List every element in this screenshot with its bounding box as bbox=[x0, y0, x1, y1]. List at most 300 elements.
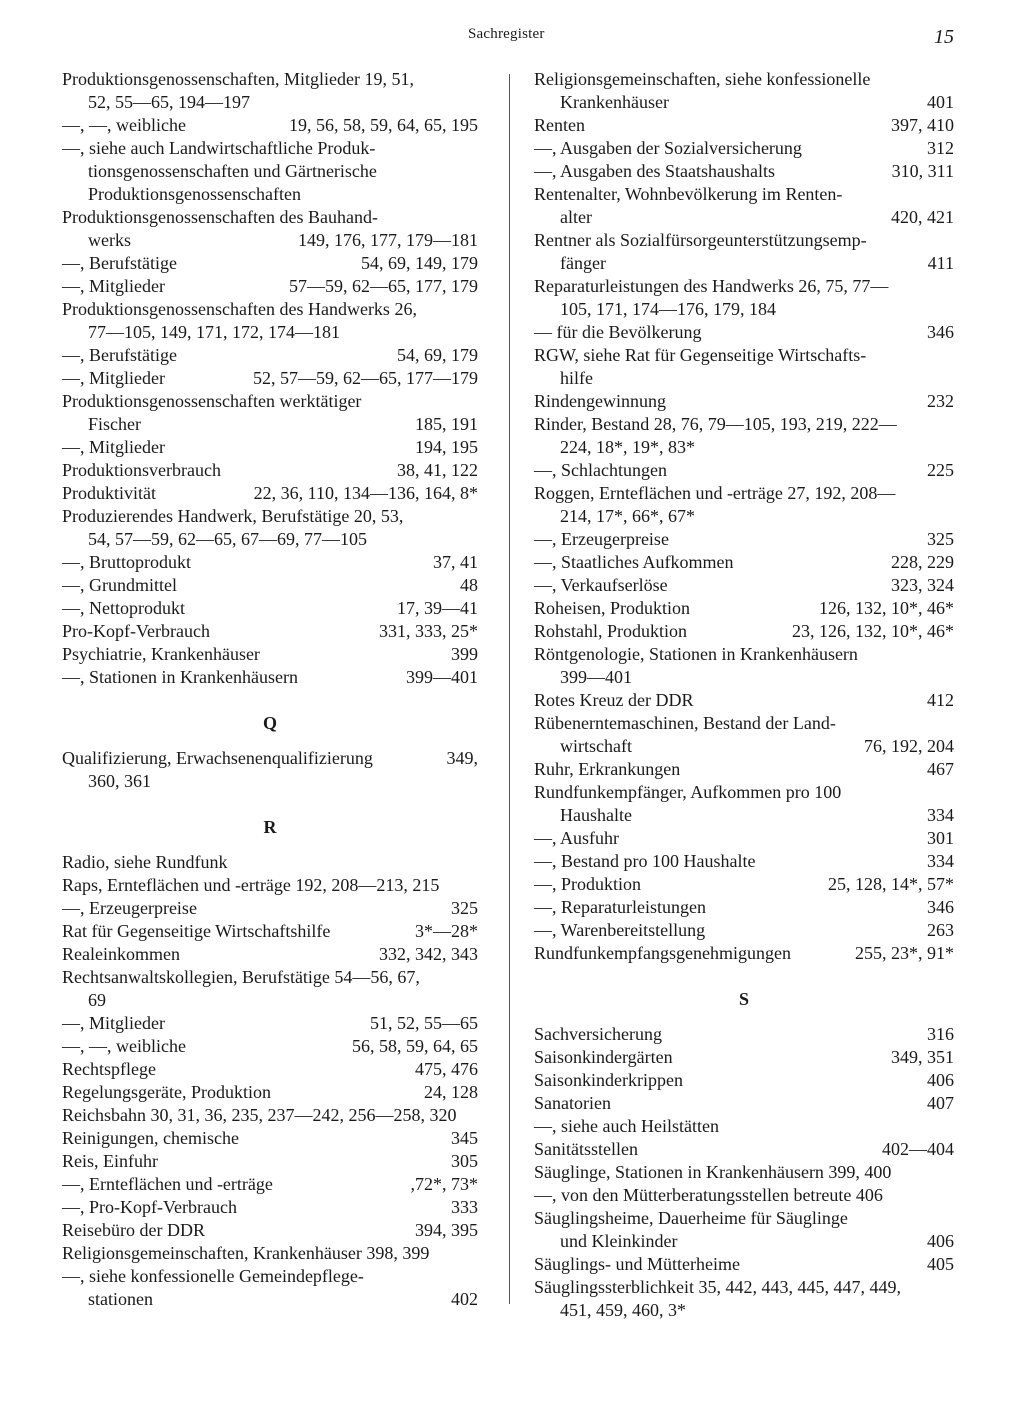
entry-text: —, Mitglieder bbox=[62, 1013, 165, 1033]
entry-text: — für die Bevölkerung bbox=[534, 322, 702, 342]
entry-text: Säuglinge, Stationen in Krankenhäusern 399, 400 bbox=[534, 1162, 892, 1182]
index-entry bbox=[534, 1115, 954, 1138]
entry-pages: 305 bbox=[451, 1151, 478, 1171]
entry-text: 451, 459, 460, 3* bbox=[560, 1300, 686, 1320]
entry-text: —, siehe auch Landwirtschaftliche Produk- bbox=[62, 138, 376, 158]
running-title: Sachregister bbox=[468, 26, 545, 42]
entry-text: —, Mitglieder bbox=[62, 437, 165, 457]
index-entry bbox=[62, 1219, 478, 1242]
entry-text: fänger bbox=[560, 253, 606, 273]
entry-text: —, Verkaufserlöse bbox=[534, 575, 668, 595]
entry-text: —, —, weibliche bbox=[62, 1036, 186, 1056]
entry-line bbox=[62, 390, 478, 413]
entry-text: Rotes Kreuz der DDR bbox=[534, 690, 694, 710]
entry-text: 214, 17*, 66*, 67* bbox=[560, 506, 695, 526]
index-entry bbox=[534, 390, 954, 413]
entry-text: Raps, Ernteflächen und -erträge 192, 208—213, 215 bbox=[62, 875, 440, 895]
index-entry bbox=[534, 1046, 954, 1069]
entry-line bbox=[534, 1184, 954, 1207]
entry-pages: 334 bbox=[927, 851, 954, 871]
entry-text: 399—401 bbox=[560, 667, 632, 687]
entry-line bbox=[534, 1046, 954, 1069]
index-entry bbox=[534, 597, 954, 620]
entry-line bbox=[62, 666, 478, 689]
entry-pages: 397, 410 bbox=[891, 115, 954, 135]
entry-text: Produktivität bbox=[62, 483, 156, 503]
entry-pages: 399 bbox=[451, 644, 478, 664]
entry-text: Sanatorien bbox=[534, 1093, 611, 1113]
entry-line bbox=[534, 1253, 954, 1276]
entry-line bbox=[534, 1069, 954, 1092]
index-entry bbox=[62, 966, 478, 1012]
entry-line bbox=[534, 896, 954, 919]
index-entry bbox=[62, 68, 478, 114]
entry-text: hilfe bbox=[560, 368, 593, 388]
entry-pages: 331, 333, 25* bbox=[379, 621, 478, 641]
entry-text: Produktionsgenossenschaften des Bauhand- bbox=[62, 207, 378, 227]
entry-text: —, Schlachtungen bbox=[534, 460, 667, 480]
entry-pages: 316 bbox=[927, 1024, 954, 1044]
entry-line bbox=[62, 989, 478, 1012]
index-entry bbox=[62, 643, 478, 666]
index-entry bbox=[62, 1081, 478, 1104]
entry-line bbox=[62, 229, 478, 252]
entry-line bbox=[534, 183, 954, 206]
entry-text: —, Berufstätige bbox=[62, 253, 177, 273]
entry-pages: 420, 421 bbox=[891, 207, 954, 227]
index-entry bbox=[534, 574, 954, 597]
index-entry bbox=[534, 1069, 954, 1092]
entry-text: Fischer bbox=[88, 414, 141, 434]
entry-line bbox=[534, 873, 954, 896]
entry-text: —, siehe konfessionelle Gemeindepflege- bbox=[62, 1266, 364, 1286]
entry-text: Röntgenologie, Stationen in Krankenhäusern bbox=[534, 644, 858, 664]
entry-text: Säuglings- und Mütterheime bbox=[534, 1254, 740, 1274]
entry-pages: 149, 176, 177, 179—181 bbox=[298, 230, 478, 250]
entry-pages: 17, 39—41 bbox=[397, 598, 478, 618]
entry-line bbox=[62, 68, 478, 91]
section-letter: S bbox=[738, 989, 749, 1009]
entry-text: Ruhr, Erkrankungen bbox=[534, 759, 681, 779]
entry-text: —, Grundmittel bbox=[62, 575, 177, 595]
entry-line bbox=[62, 137, 478, 160]
column-divider bbox=[509, 74, 510, 1304]
index-entry bbox=[62, 874, 478, 897]
entry-pages: 333 bbox=[451, 1197, 478, 1217]
entry-text: Religionsgemeinschaften, siehe konfessionelle bbox=[534, 69, 871, 89]
entry-pages: 323, 324 bbox=[891, 575, 954, 595]
entry-line bbox=[534, 1230, 954, 1253]
entry-text: —, Ausgaben der Sozialversicherung bbox=[534, 138, 802, 158]
entry-line bbox=[62, 1242, 478, 1265]
entry-line bbox=[62, 1127, 478, 1150]
page-number: 15 bbox=[934, 26, 954, 48]
index-entry bbox=[62, 1127, 478, 1150]
entry-line bbox=[534, 804, 954, 827]
index-entry bbox=[534, 919, 954, 942]
index-entry bbox=[62, 459, 478, 482]
entry-line bbox=[62, 160, 478, 183]
entry-text: Reinigungen, chemische bbox=[62, 1128, 239, 1148]
entry-line bbox=[534, 850, 954, 873]
entry-text: Roheisen, Produktion bbox=[534, 598, 690, 618]
index-entry bbox=[534, 1138, 954, 1161]
index-entry bbox=[534, 620, 954, 643]
entry-pages: 346 bbox=[927, 897, 954, 917]
entry-line bbox=[62, 1150, 478, 1173]
entry-line bbox=[62, 770, 478, 793]
entry-line bbox=[534, 1276, 954, 1299]
entry-text: 69 bbox=[88, 990, 106, 1010]
index-entry bbox=[534, 528, 954, 551]
entry-pages: 412 bbox=[927, 690, 954, 710]
entry-line bbox=[62, 298, 478, 321]
entry-line bbox=[62, 943, 478, 966]
entry-line bbox=[534, 252, 954, 275]
entry-text: Reparaturleistungen des Handwerks 26, 75, 77— bbox=[534, 276, 889, 296]
entry-line bbox=[534, 321, 954, 344]
entry-text: Krankenhäuser bbox=[560, 92, 669, 112]
entry-line bbox=[534, 827, 954, 850]
entry-line bbox=[534, 275, 954, 298]
entry-text: Saisonkindergärten bbox=[534, 1047, 673, 1067]
entry-text: —, Staatliches Aufkommen bbox=[534, 552, 734, 572]
entry-text: 52, 55—65, 194—197 bbox=[88, 92, 250, 112]
entry-pages: 402 bbox=[451, 1289, 478, 1309]
entry-line bbox=[534, 528, 954, 551]
entry-pages: 54, 69, 149, 179 bbox=[361, 253, 478, 273]
entry-pages: 232 bbox=[927, 391, 954, 411]
entry-line bbox=[534, 1138, 954, 1161]
entry-text: —, Erzeugerpreise bbox=[534, 529, 669, 549]
entry-text: stationen bbox=[88, 1289, 153, 1309]
index-entry bbox=[62, 206, 478, 252]
entry-text: Rat für Gegenseitige Wirtschaftshilfe bbox=[62, 921, 331, 941]
index-entry bbox=[534, 1092, 954, 1115]
index-entry bbox=[62, 851, 478, 874]
entry-pages: ,72*, 73* bbox=[410, 1174, 478, 1194]
entry-text: —, Mitglieder bbox=[62, 368, 165, 388]
entry-pages: 467 bbox=[927, 759, 954, 779]
index-entry bbox=[62, 1104, 478, 1127]
index-entry bbox=[534, 758, 954, 781]
entry-line bbox=[62, 1219, 478, 1242]
entry-pages: 52, 57—59, 62—65, 177—179 bbox=[253, 368, 478, 388]
entry-line bbox=[534, 666, 954, 689]
entry-line bbox=[534, 620, 954, 643]
entry-line bbox=[62, 747, 478, 770]
index-entry bbox=[534, 229, 954, 275]
entry-line bbox=[534, 1023, 954, 1046]
entry-line bbox=[62, 1035, 478, 1058]
entry-text: Rentenalter, Wohnbevölkerung im Renten- bbox=[534, 184, 843, 204]
entry-pages: 345 bbox=[451, 1128, 478, 1148]
index-entry bbox=[62, 390, 478, 436]
entry-text: —, Nettoprodukt bbox=[62, 598, 185, 618]
entry-text: Produktionsgenossenschaften werktätiger bbox=[62, 391, 362, 411]
entry-line bbox=[62, 1265, 478, 1288]
index-entry bbox=[62, 275, 478, 298]
entry-line bbox=[62, 367, 478, 390]
index-entry bbox=[534, 643, 954, 689]
index-entry bbox=[62, 1012, 478, 1035]
index-entry bbox=[534, 1184, 954, 1207]
index-entry bbox=[62, 1035, 478, 1058]
index-entry bbox=[62, 574, 478, 597]
entry-text: —, Produktion bbox=[534, 874, 642, 894]
index-entry bbox=[534, 1161, 954, 1184]
entry-line bbox=[534, 298, 954, 321]
entry-text: Rentner als Sozialfürsorgeunterstützungsemp- bbox=[534, 230, 867, 250]
entry-text: Reisebüro der DDR bbox=[62, 1220, 205, 1240]
entry-text: RGW, siehe Rat für Gegenseitige Wirtschafts- bbox=[534, 345, 867, 365]
entry-line bbox=[534, 114, 954, 137]
entry-pages: 394, 395 bbox=[415, 1220, 478, 1240]
entry-pages: 405 bbox=[927, 1254, 954, 1274]
entry-text: —, von den Mütterberatungsstellen betreute 406 bbox=[534, 1185, 883, 1205]
entry-line bbox=[534, 781, 954, 804]
entry-pages: 325 bbox=[927, 529, 954, 549]
entry-text: Pro-Kopf-Verbrauch bbox=[62, 621, 210, 641]
entry-pages: 57—59, 62—65, 177, 179 bbox=[289, 276, 478, 296]
entry-line bbox=[534, 712, 954, 735]
entry-text: 105, 171, 174—176, 179, 184 bbox=[560, 299, 776, 319]
entry-line bbox=[62, 183, 478, 206]
index-entry bbox=[62, 482, 478, 505]
entry-line bbox=[62, 505, 478, 528]
entry-line bbox=[62, 114, 478, 137]
entry-pages: 38, 41, 122 bbox=[397, 460, 478, 480]
entry-line bbox=[534, 1092, 954, 1115]
entry-text: Regelungsgeräte, Produktion bbox=[62, 1082, 271, 1102]
entry-text: Rechtsanwaltskollegien, Berufstätige 54—56, 67, bbox=[62, 967, 420, 987]
entry-line bbox=[534, 1207, 954, 1230]
entry-line bbox=[62, 1104, 478, 1127]
entry-line bbox=[62, 528, 478, 551]
entry-line bbox=[62, 874, 478, 897]
entry-pages: 401 bbox=[927, 92, 954, 112]
entry-text: Rechtspflege bbox=[62, 1059, 156, 1079]
entry-text: Produktionsgenossenschaften des Handwerks 26, bbox=[62, 299, 417, 319]
entry-pages: 24, 128 bbox=[424, 1082, 478, 1102]
index-entry bbox=[534, 183, 954, 229]
entry-line bbox=[62, 1012, 478, 1035]
entry-line bbox=[534, 689, 954, 712]
index-entry bbox=[534, 689, 954, 712]
entry-pages: 301 bbox=[927, 828, 954, 848]
index-entry bbox=[62, 298, 478, 344]
entry-text: Rohstahl, Produktion bbox=[534, 621, 688, 641]
entry-pages: 399—401 bbox=[406, 667, 478, 687]
entry-text: Radio, siehe Rundfunk bbox=[62, 852, 228, 872]
entry-text: Realeinkommen bbox=[62, 944, 180, 964]
entry-line bbox=[534, 367, 954, 390]
index-entry bbox=[534, 942, 954, 965]
entry-text: 224, 18*, 19*, 83* bbox=[560, 437, 695, 457]
entry-pages: 349, bbox=[446, 748, 478, 768]
entry-text: —, Bestand pro 100 Haushalte bbox=[534, 851, 756, 871]
index-entry bbox=[534, 850, 954, 873]
entry-text: Säuglingssterblichkeit 35, 442, 443, 445, 447, 449, bbox=[534, 1277, 901, 1297]
entry-line bbox=[534, 459, 954, 482]
entry-text: Haushalte bbox=[560, 805, 632, 825]
entry-text: Reis, Einfuhr bbox=[62, 1151, 158, 1171]
index-entry bbox=[534, 160, 954, 183]
index-entry bbox=[534, 321, 954, 344]
entry-pages: 406 bbox=[927, 1231, 954, 1251]
entry-line bbox=[62, 897, 478, 920]
entry-line bbox=[534, 229, 954, 252]
entry-line bbox=[534, 1161, 954, 1184]
entry-text: —, Warenbereitstellung bbox=[534, 920, 706, 940]
entry-text: —, Pro-Kopf-Verbrauch bbox=[62, 1197, 237, 1217]
index-entry bbox=[62, 943, 478, 966]
index-entry bbox=[62, 505, 478, 551]
entry-line bbox=[534, 1115, 954, 1138]
index-entry bbox=[62, 1150, 478, 1173]
entry-text: Produzierendes Handwerk, Berufstätige 20, 53, bbox=[62, 506, 404, 526]
index-entry bbox=[62, 137, 478, 206]
entry-text: Psychiatrie, Krankenhäuser bbox=[62, 644, 260, 664]
entry-line bbox=[534, 942, 954, 965]
entry-text: Sanitätsstellen bbox=[534, 1139, 638, 1159]
entry-line bbox=[62, 413, 478, 436]
entry-line bbox=[62, 275, 478, 298]
entry-text: —, siehe auch Heilstätten bbox=[534, 1116, 719, 1136]
entry-line bbox=[62, 436, 478, 459]
entry-line bbox=[62, 851, 478, 874]
entry-text: —, Ausfuhr bbox=[534, 828, 619, 848]
entry-line bbox=[62, 91, 478, 114]
entry-pages: 402—404 bbox=[882, 1139, 954, 1159]
entry-line bbox=[534, 643, 954, 666]
entry-text: Sachversicherung bbox=[534, 1024, 662, 1044]
entry-text: Rundfunkempfangsgenehmigungen bbox=[534, 943, 791, 963]
entry-text: —, Stationen in Krankenhäusern bbox=[62, 667, 298, 687]
index-entry bbox=[534, 413, 954, 459]
page-header bbox=[0, 26, 1024, 50]
entry-pages: 126, 132, 10*, 46* bbox=[819, 598, 954, 618]
index-entry bbox=[62, 666, 478, 689]
entry-text: 360, 361 bbox=[88, 771, 151, 791]
index-entry bbox=[534, 873, 954, 896]
entry-text: Qualifizierung, Erwachsenenqualifizierung bbox=[62, 748, 373, 768]
entry-line bbox=[62, 252, 478, 275]
entry-text: Renten bbox=[534, 115, 585, 135]
entry-pages: 407 bbox=[927, 1093, 954, 1113]
entry-text: —, Ausgaben des Staatshaushalts bbox=[534, 161, 775, 181]
entry-line bbox=[534, 505, 954, 528]
entry-pages: 346 bbox=[927, 322, 954, 342]
entry-line bbox=[534, 160, 954, 183]
index-entry bbox=[62, 1173, 478, 1196]
entry-line bbox=[534, 206, 954, 229]
entry-pages: 194, 195 bbox=[415, 437, 478, 457]
index-entry bbox=[534, 482, 954, 528]
entry-line bbox=[534, 758, 954, 781]
entry-pages: 349, 351 bbox=[891, 1047, 954, 1067]
entry-pages: 325 bbox=[451, 898, 478, 918]
index-entry bbox=[534, 1207, 954, 1253]
entry-text: Rundfunkempfänger, Aufkommen pro 100 bbox=[534, 782, 842, 802]
entry-text: Saisonkinderkrippen bbox=[534, 1070, 683, 1090]
entry-line bbox=[62, 643, 478, 666]
entry-line bbox=[534, 574, 954, 597]
index-entry bbox=[534, 781, 954, 827]
entry-pages: 411 bbox=[927, 253, 954, 273]
index-entry bbox=[534, 114, 954, 137]
index-entry bbox=[62, 1196, 478, 1219]
entry-line bbox=[534, 390, 954, 413]
entry-pages: 22, 36, 110, 134—136, 164, 8* bbox=[253, 483, 478, 503]
entry-pages: 406 bbox=[927, 1070, 954, 1090]
entry-text: —, Reparaturleistungen bbox=[534, 897, 706, 917]
entry-line bbox=[534, 91, 954, 114]
entry-text: —, Mitglieder bbox=[62, 276, 165, 296]
entry-text: Produktionsgenossenschaften, Mitglieder 19, 51, bbox=[62, 69, 414, 89]
entry-line bbox=[62, 1058, 478, 1081]
entry-text: Rindengewinnung bbox=[534, 391, 666, 411]
entry-pages: 334 bbox=[927, 805, 954, 825]
entry-line bbox=[62, 1196, 478, 1219]
index-entry bbox=[62, 1058, 478, 1081]
index-entry bbox=[534, 68, 954, 114]
entry-pages: 263 bbox=[927, 920, 954, 940]
index-entry bbox=[62, 747, 478, 793]
index-entry bbox=[534, 896, 954, 919]
entry-text: Produktionsgenossenschaften bbox=[88, 184, 301, 204]
entry-pages: 23, 126, 132, 10*, 46* bbox=[792, 621, 954, 641]
entry-pages: 25, 128, 14*, 57* bbox=[828, 874, 954, 894]
entry-line bbox=[62, 597, 478, 620]
entry-pages: 332, 342, 343 bbox=[379, 944, 478, 964]
index-entry bbox=[534, 1276, 954, 1322]
entry-line bbox=[62, 459, 478, 482]
entry-text: 77—105, 149, 171, 172, 174—181 bbox=[88, 322, 340, 342]
index-entry bbox=[62, 897, 478, 920]
entry-line bbox=[62, 1288, 478, 1311]
entry-line bbox=[62, 321, 478, 344]
entry-line bbox=[534, 735, 954, 758]
entry-line bbox=[62, 206, 478, 229]
entry-line bbox=[534, 436, 954, 459]
entry-text: —, Ernteflächen und -erträge bbox=[62, 1174, 273, 1194]
entry-pages: 54, 69, 179 bbox=[397, 345, 478, 365]
index-entry bbox=[534, 712, 954, 758]
entry-pages: 312 bbox=[927, 138, 954, 158]
entry-line bbox=[62, 551, 478, 574]
entry-text: und Kleinkinder bbox=[560, 1231, 678, 1251]
entry-text: Roggen, Ernteflächen und -erträge 27, 192, 208— bbox=[534, 483, 896, 503]
entry-text: Religionsgemeinschaften, Krankenhäuser 398, 399 bbox=[62, 1243, 430, 1263]
index-entry bbox=[62, 1242, 478, 1265]
entry-text: alter bbox=[560, 207, 592, 227]
entry-pages: 48 bbox=[460, 575, 478, 595]
entry-text: —, Erzeugerpreise bbox=[62, 898, 197, 918]
index-entry bbox=[62, 597, 478, 620]
index-entry bbox=[534, 551, 954, 574]
entry-text: Produktionsverbrauch bbox=[62, 460, 221, 480]
index-entry bbox=[62, 920, 478, 943]
entry-line bbox=[62, 1081, 478, 1104]
index-entry bbox=[62, 436, 478, 459]
entry-text: Reichsbahn 30, 31, 36, 235, 237—242, 256—258, 320 bbox=[62, 1105, 457, 1125]
entry-pages: 228, 229 bbox=[891, 552, 954, 572]
entry-pages: 3*—28* bbox=[415, 921, 478, 941]
entry-line bbox=[534, 551, 954, 574]
index-entry bbox=[534, 459, 954, 482]
section-letter: R bbox=[263, 817, 277, 837]
